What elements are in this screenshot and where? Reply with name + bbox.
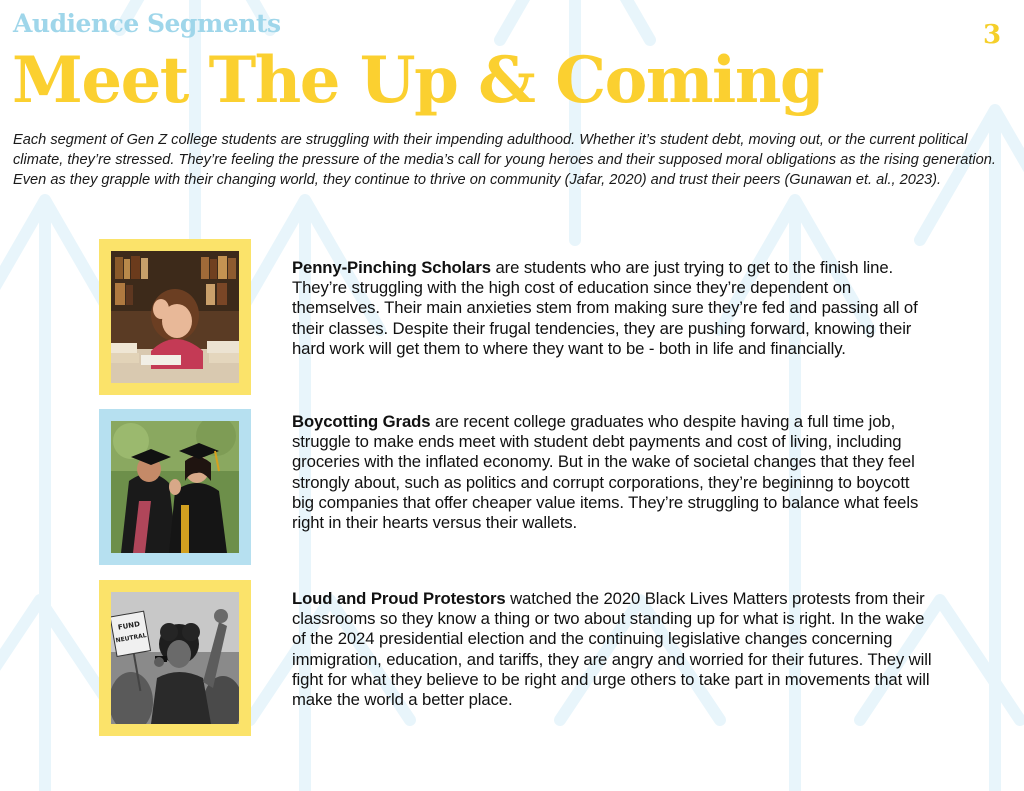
- svg-text:NEUTRAL: NEUTRAL: [115, 632, 148, 645]
- photo-frame-grads: [99, 409, 251, 565]
- segment-grads-description: [292, 412, 932, 533]
- segment-name: Boycotting Grads: [292, 412, 431, 431]
- photo-protestor: [111, 592, 239, 724]
- photo-student-studying: [111, 251, 239, 383]
- page-title: Meet The Up & Coming: [12, 43, 824, 118]
- segment-name: Penny-Pinching Scholars: [292, 258, 491, 277]
- svg-text:FUND: FUND: [117, 620, 141, 632]
- photo-graduates: [111, 421, 239, 553]
- segment-text: watched the 2020 Black Lives Matters protests from their classrooms so they know a thing or two about standing up for what is right. In the wake of the 2024 presidential election and the continuing legislative changes concerning immigration, education, and tariffs, they are angry and worried for their futures. They will fight for what they believe to be right and urge others to take part in movements that will make the world a better place.: [292, 589, 932, 710]
- section-kicker: Audience Segments: [13, 9, 281, 38]
- page-number: 3: [983, 20, 1002, 50]
- segment-name: Loud and Proud Protestors: [292, 589, 506, 608]
- segment-protestors-description: [292, 589, 932, 710]
- photo-frame-scholars: [99, 239, 251, 395]
- segment-text: are students who are just trying to get to the finish line. They’re struggling with the high cost of education since they’re dependent on themselves. Their main anxieties stem from making sure they’re fed and passing all of their classes. Despite their frugal tendencies, they are pushing forward, knowing their hard work will get them to where they want to be - both in life and financially.: [292, 258, 918, 358]
- segment-scholars-description: [292, 258, 932, 359]
- intro-paragraph: Each segment of Gen Z college students are struggling with their impending adulthood. Whether it’s student debt, moving out, or the current political climate, they’re stressed. They’re feeling the pressure of the media’s call for young heroes and their supposed moral obligations as the rising generation. Even as they grapple with their changing world, they continue to thrive on community (Jafar, 2020) and trust their peers (Gunawan et. al., 2023).: [13, 132, 996, 188]
- segment-text: are recent college graduates who despite having a full time job, struggle to make ends meet with student debt payments and cost of living, including groceries with the inflated economy. But in the wake of societal changes that they feel strongly about, such as politics and corrupt corporations, they’re begininng to boycott big companies that offer cheaper value items. They’re struggling to balance what feels right in their hearts versus their wallets.: [292, 412, 919, 533]
- photo-frame-protestors: [99, 580, 251, 736]
